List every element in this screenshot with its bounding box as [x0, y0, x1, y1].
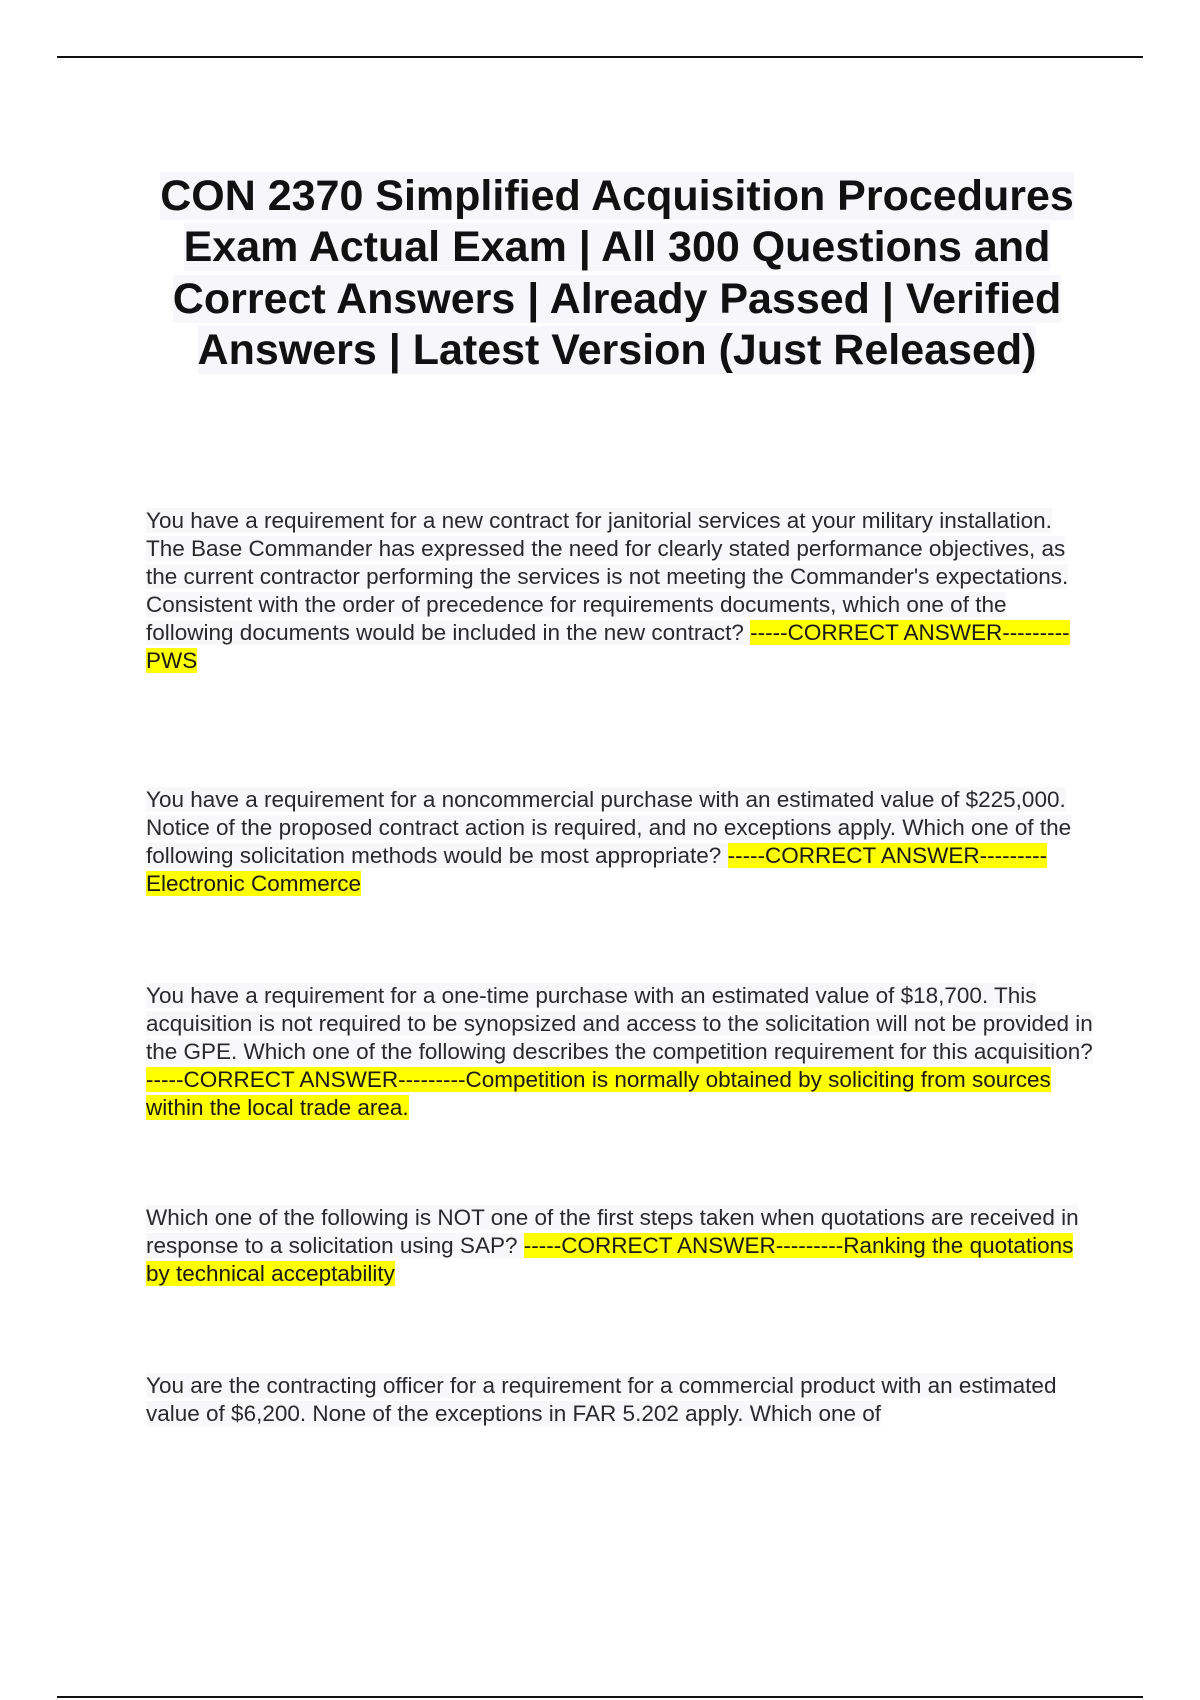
question-text: You have a requirement for a noncommercial purchase with an estimated value of $225,000. Notice of the proposed contract action is required, and no exceptions apply. Which one of the following solicitation methods would be most appropriate?: [146, 787, 1072, 868]
question-text: Which one of the following is NOT one of the first steps taken when quotations are received in response to a solicitation using SAP?: [146, 1205, 1079, 1258]
question-text: You have a requirement for a new contract for janitorial services at your military installation. The Base Commander has expressed the need for clearly stated performance objectives, as the current contractor performing the services is not meeting the Commander's expectations.: [146, 508, 1069, 589]
question-block: [146, 507, 1096, 675]
document-title: [150, 171, 1084, 377]
correct-answer-highlight: -----CORRECT ANSWER---------Electronic Commerce: [146, 843, 1048, 896]
correct-answer-highlight: -----CORRECT ANSWER---------Ranking the quotations by technical acceptability: [146, 1233, 1074, 1286]
question-block: [146, 1372, 1096, 1428]
question-text: You have a requirement for a one-time purchase with an estimated value of $18,700. This acquisition is not required to be synopsized and access to the solicitation will not be provided in the GPE. Which one of the following describes the competition requirement for this acquisition?: [146, 983, 1093, 1064]
question-block: [146, 786, 1096, 898]
question-text: Consistent with the order of precedence for requirements documents, which one of the following documents would be included in the new contract?: [146, 592, 1007, 645]
correct-answer-highlight: -----CORRECT ANSWER---------PWS: [146, 620, 1070, 673]
question-block: [146, 982, 1096, 1122]
document-title-text: CON 2370 Simplified Acquisition Procedures Exam Actual Exam | All 300 Questions and Correct Answers | Already Passed | Verified Answers | Latest Version (Just Released): [160, 171, 1074, 375]
bottom-rule: [57, 1696, 1143, 1698]
question-text: You are the contracting officer for a requirement for a commercial product with an estimated value of $6,200. None of the exceptions in FAR 5.202 apply. Which one of: [146, 1373, 1057, 1426]
question-block: [146, 1204, 1096, 1288]
correct-answer-highlight: -----CORRECT ANSWER---------Competition is normally obtained by soliciting from sources within the local trade area.: [146, 1067, 1051, 1120]
top-rule: [57, 56, 1143, 58]
